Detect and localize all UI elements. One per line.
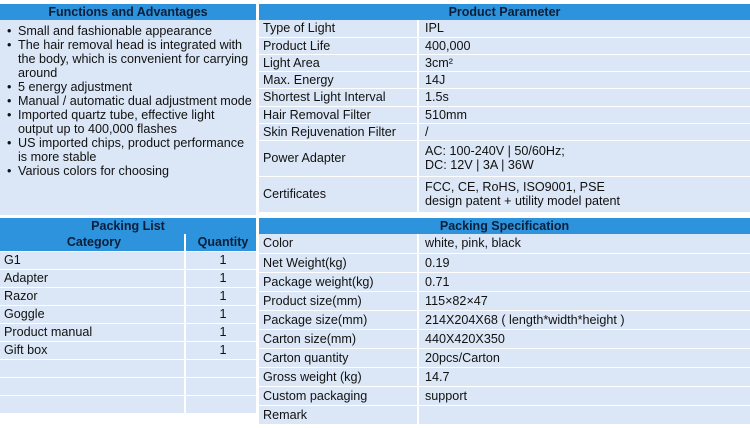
functions-item: • Manual / automatic dual adjustment mode [4, 94, 252, 108]
spec-value [418, 405, 750, 424]
table-row [0, 323, 256, 341]
table-row [0, 269, 256, 287]
spec-value: support [418, 386, 750, 405]
packing-specification-table [259, 234, 750, 425]
table-row [259, 405, 750, 424]
param-label: Product Life [259, 37, 418, 54]
functions-item: • Various colors for choosing [4, 164, 252, 178]
table-row [259, 20, 750, 37]
packing-quantity: 1 [185, 341, 256, 359]
packing-specification-title: Packing Specification [259, 218, 750, 234]
param-label: Power Adapter [259, 140, 418, 176]
table-row [259, 272, 750, 291]
functions-item: • 5 energy adjustment [4, 80, 252, 94]
table-row [259, 106, 750, 123]
functions-item: • Imported quartz tube, effective light output up to 400,000 flashes [4, 108, 252, 136]
product-parameter-panel [259, 4, 750, 215]
packing-quantity: 1 [185, 269, 256, 287]
param-label: Certificates [259, 176, 418, 212]
param-value-line: design patent + utility model patent [425, 194, 620, 208]
table-row [0, 359, 256, 377]
table-row [259, 329, 750, 348]
spec-value: 14.7 [418, 367, 750, 386]
spec-value: 214X204X68 ( length*width*height ) [418, 310, 750, 329]
functions-panel [0, 4, 256, 215]
param-label: Skin Rejuvenation Filter [259, 123, 418, 140]
functions-item: • US imported chips, product performance is more stable [4, 136, 252, 164]
table-row [259, 176, 750, 212]
spec-value: white, pink, black [418, 234, 750, 253]
product-parameter-table [259, 20, 750, 213]
packing-category: Adapter [0, 269, 185, 287]
packing-category [0, 359, 185, 377]
table-row [259, 234, 750, 253]
table-row [259, 140, 750, 176]
param-value [418, 176, 750, 212]
table-header-row [0, 234, 256, 251]
table-row [259, 310, 750, 329]
column-header-category: Category [0, 234, 185, 251]
packing-list-table [0, 234, 256, 414]
spec-label: Product size(mm) [259, 291, 418, 310]
param-label: Max. Energy [259, 71, 418, 88]
param-label: Type of Light [259, 20, 418, 37]
table-row [259, 71, 750, 88]
table-row [259, 386, 750, 405]
packing-quantity: 1 [185, 323, 256, 341]
column-header-quantity: Quantity [185, 234, 256, 251]
table-row [259, 123, 750, 140]
spec-label: Package size(mm) [259, 310, 418, 329]
table-row [0, 305, 256, 323]
table-row [0, 251, 256, 269]
spec-value: 440X420X350 [418, 329, 750, 348]
packing-category [0, 395, 185, 413]
spec-label: Custom packaging [259, 386, 418, 405]
packing-category: Goggle [0, 305, 185, 323]
spec-value: 20pcs/Carton [418, 348, 750, 367]
packing-specification-panel [259, 218, 750, 425]
spec-label: Carton quantity [259, 348, 418, 367]
param-value: IPL [418, 20, 750, 37]
table-row [259, 253, 750, 272]
spec-label: Color [259, 234, 418, 253]
spec-label: Package weight(kg) [259, 272, 418, 291]
spec-value: 0.19 [418, 253, 750, 272]
packing-quantity [185, 395, 256, 413]
spec-value: 115×82×47 [418, 291, 750, 310]
param-value: 510mm [418, 106, 750, 123]
table-row [259, 37, 750, 54]
packing-category: G1 [0, 251, 185, 269]
spec-label: Net Weight(kg) [259, 253, 418, 272]
param-label: Light Area [259, 54, 418, 71]
packing-quantity: 1 [185, 287, 256, 305]
packing-quantity: 1 [185, 251, 256, 269]
functions-item: • Small and fashionable appearance [4, 24, 252, 38]
param-value-line: FCC, CE, RoHS, ISO9001, PSE [425, 180, 605, 194]
packing-list-panel [0, 218, 256, 425]
packing-quantity [185, 359, 256, 377]
table-row [259, 291, 750, 310]
packing-quantity [185, 377, 256, 395]
spec-label: Carton size(mm) [259, 329, 418, 348]
table-row [259, 348, 750, 367]
packing-category [0, 377, 185, 395]
packing-quantity: 1 [185, 305, 256, 323]
param-label: Shortest Light Interval [259, 88, 418, 106]
spec-value: 0.71 [418, 272, 750, 291]
param-value: 14J [418, 71, 750, 88]
param-value: / [418, 123, 750, 140]
functions-item: • The hair removal head is integrated with the body, which is convenient for carrying around [4, 38, 252, 80]
param-value: 400,000 [418, 37, 750, 54]
param-value [418, 140, 750, 176]
table-row [0, 377, 256, 395]
spec-label: Remark [259, 405, 418, 424]
table-row [259, 88, 750, 106]
param-value-line: DC: 12V | 3A | 36W [425, 158, 534, 172]
param-value: 3cm² [418, 54, 750, 71]
spec-label: Gross weight (kg) [259, 367, 418, 386]
packing-list-title: Packing List [0, 218, 256, 234]
table-row [0, 395, 256, 413]
param-value: 1.5s [418, 88, 750, 106]
table-row [259, 367, 750, 386]
packing-category: Gift box [0, 341, 185, 359]
functions-title: Functions and Advantages [0, 4, 256, 20]
table-row [0, 341, 256, 359]
param-label: Hair Removal Filter [259, 106, 418, 123]
table-row [259, 54, 750, 71]
packing-category: Razor [0, 287, 185, 305]
packing-category: Product manual [0, 323, 185, 341]
param-value-line: AC: 100-240V | 50/60Hz; [425, 144, 565, 158]
product-parameter-title: Product Parameter [259, 4, 750, 20]
table-row [0, 287, 256, 305]
functions-body [0, 20, 256, 215]
functions-list [4, 24, 252, 178]
